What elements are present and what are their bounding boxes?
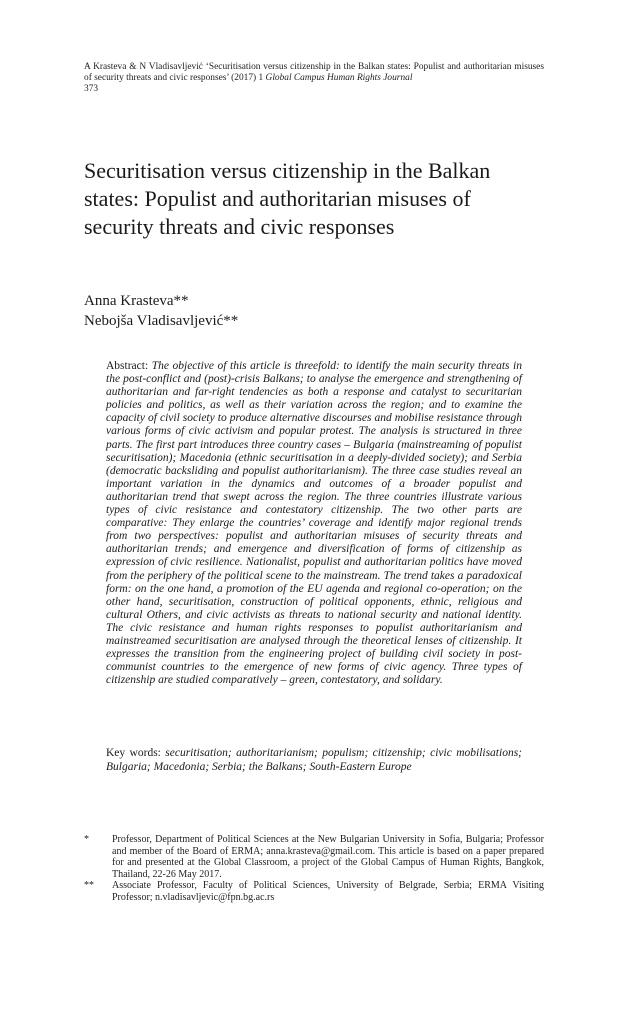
author-name: Anna Krasteva**: [84, 293, 189, 309]
abstract: [106, 360, 522, 687]
footnote-text: Associate Professor, Faculty of Political Sciences, University of Belgrade, Serbia; ERMA Visiting Professor; n.vladisavljevic@fpn.bg.ac.rs: [112, 880, 544, 903]
keywords-text: securitisation; authoritarianism; populism; citizenship; civic mobilisations; Bulgaria; Macedonia; Serbia; the Balkans; South-Eastern Europe: [106, 747, 522, 773]
footnotes: [84, 834, 544, 903]
author-name: Nebojša Vladisavljević**: [84, 313, 239, 329]
header-page-number: 373: [84, 84, 99, 94]
footnote: [84, 880, 544, 903]
footnote-mark: *: [84, 834, 89, 845]
article-title: Securitisation versus citizenship in the Balkan states: Populist and authoritarian misuses of security threats and civic responses: [84, 158, 491, 239]
footnote: [84, 834, 544, 880]
header-citation: A Krasteva & N Vladisavljević ‘Securitisation versus citizenship in the Balkan states: Populist and authoritarian misuses of security threats and civic responses’ (2017) 1: [84, 62, 544, 83]
abstract-text: The objective of this article is threefold: to identify the main security threats in the post-conflict and (post)-crisis Balkans; to analyse the emergence and strengthening of authoritarian and far-right tendencies as both a response and catalyst to securitarian policies and politics, as well as their variation across the region; and to examine the capacity of civil society to produce alternative discourses and mobilise resistance through various forms of civic activism and popular protest. The analysis is structured in three parts. The first part introduces three country cases – Bulgaria (mainstreaming of populist securitisation); Macedonia (ethnic securitisation in a deeply-divided society); and Serbia (democratic backsliding and populist authoritarianism). The three case studies reveal an important variation in the dynamics and outcomes of a broader populist and authoritarian trend that swept across the region. The three countries illustrate various types of civic resistance and contestatory citizenship. The two other parts are comparative: They enlarge the countries’ coverage and identify major regional trends from two perspectives: populist and authoritarian misuses of security threats and authoritarian trends; and emergence and diversification of forms of citizenship as expression of civic resilience. Nationalist, populist and authoritarian politics have moved from the periphery of the political scene to the mainstream. The trend takes a paradoxical form: on the one hand, a promotion of the EU agenda and regional co-operation; on the other hand, securitisation, construction of political opponents, ethnic, religious and cultural Others, and civic activists as threats to national security and national identity. The civic resistance and human rights responses to populist authoritarianism and mainstreamed securitisation are analysed through the theoretical lenses of citizenship. It expresses the transition from the engineering project of building civil society in post-communist countries to the emergence of new forms of civic agency. Three types of citizenship are studied comparatively – green, contestatory, and solidary.: [106, 360, 522, 687]
footnote-text: Professor, Department of Political Sciences at the New Bulgarian University in Sofia, Bulgaria; Professor and member of the Board of ERMA; anna.krasteva@gmail.com. This article is based on a paper prepared for and presented at the Global Classroom, a project of the Global Campus of Human Rights, Bangkok, Thailand, 22-26 May 2017.: [112, 834, 544, 880]
running-header: [84, 62, 544, 95]
author-list: [84, 291, 238, 331]
abstract-label: Abstract:: [106, 360, 149, 372]
footnote-mark: **: [84, 880, 94, 891]
keywords-label: Key words:: [106, 747, 161, 759]
keywords: [106, 747, 522, 774]
header-journal: Global Campus Human Rights Journal: [265, 73, 413, 83]
